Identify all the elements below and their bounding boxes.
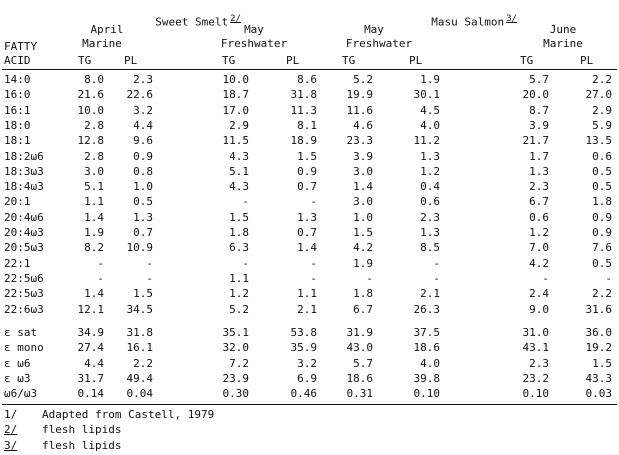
table-cell: 5.2: [229, 303, 249, 316]
table-cell: 1.2: [529, 226, 549, 239]
table-cell: 31.8: [290, 88, 317, 101]
group-3-line-2: Freshwater: [345, 37, 413, 50]
table-cell: 5.7: [353, 357, 373, 370]
table-cell: 26.3: [413, 303, 440, 316]
group-4-line-1: June: [549, 23, 577, 36]
table-cell: 1.8: [592, 195, 612, 208]
table-cell: 0.5: [592, 180, 612, 193]
table-cell: 0.6: [592, 150, 612, 163]
col-header-pl-2: PL: [286, 54, 300, 67]
table-cell: 43.0: [346, 341, 373, 354]
table-cell: 1.9: [353, 257, 373, 270]
table-cell: 34.5: [126, 303, 153, 316]
table-cell: 3.9: [529, 119, 549, 132]
group-1-line-1: April: [90, 23, 124, 36]
table-cell: -: [542, 272, 549, 285]
table-cell: 1.4: [84, 211, 104, 224]
table-cell: 4.4: [84, 357, 104, 370]
table-cell: 0.04: [126, 387, 153, 400]
table-cell: 19.9: [346, 88, 373, 101]
table-cell: 7.0: [529, 241, 549, 254]
table-cell: 1.5: [592, 357, 612, 370]
table-cell: 35.1: [222, 326, 249, 339]
table-cell: 20.0: [522, 88, 549, 101]
table-cell: 2.3: [529, 180, 549, 193]
table-cell: 12.8: [77, 134, 104, 147]
row-label: 18:2ω6: [4, 150, 44, 163]
table-cell: 0.9: [297, 165, 317, 178]
table-cell: 21.6: [77, 88, 104, 101]
row-label: ε mono: [4, 341, 44, 354]
table-cell: 0.9: [592, 211, 612, 224]
table-cell: 8.5: [420, 241, 440, 254]
table-cell: 5.1: [84, 180, 104, 193]
col-header-pl-1: PL: [124, 54, 138, 67]
table-cell: 18.6: [413, 341, 440, 354]
table-cell: 5.1: [229, 165, 249, 178]
table-cell: 18.6: [346, 372, 373, 385]
row-label: 14:0: [4, 73, 31, 86]
table-cell: 0.14: [77, 387, 104, 400]
table-cell: 32.0: [222, 341, 249, 354]
table-cell: 31.9: [346, 326, 373, 339]
table-cell: 0.7: [133, 226, 153, 239]
group-2-line-2: Freshwater: [220, 37, 288, 50]
table-cell: 6.3: [229, 241, 249, 254]
row-label: 22:6ω3: [4, 303, 44, 316]
table-cell: 31.6: [585, 303, 612, 316]
col-header-pl-3: PL: [409, 54, 423, 67]
table-cell: 3.9: [353, 150, 373, 163]
table-cell: 3.0: [353, 165, 373, 178]
table-cell: 10.9: [126, 241, 153, 254]
table-cell: 9.6: [133, 134, 153, 147]
table-cell: 19.2: [585, 341, 612, 354]
table-cell: 53.8: [290, 326, 317, 339]
table-cell: 1.2: [420, 165, 440, 178]
col-header-tg-4: TG: [520, 54, 534, 67]
col-header-tg-3: TG: [342, 54, 356, 67]
table-cell: 23.2: [522, 372, 549, 385]
row-label: ε ω6: [4, 357, 31, 370]
table-cell: 1.3: [133, 211, 153, 224]
row-label: 18:1: [4, 134, 31, 147]
masu-salmon-footnote-ref: 3/: [506, 14, 517, 24]
table-cell: 3.0: [84, 165, 104, 178]
footnote-1-mark: 1/: [4, 408, 18, 421]
table-cell: 49.4: [126, 372, 153, 385]
table-cell: 43.1: [522, 341, 549, 354]
table-cell: 39.8: [413, 372, 440, 385]
table-cell: -: [242, 195, 249, 208]
table-cell: 0.30: [222, 387, 249, 400]
table-cell: 0.8: [133, 165, 153, 178]
table-cell: 2.3: [529, 357, 549, 370]
table-cell: 36.0: [585, 326, 612, 339]
table-cell: 2.9: [592, 104, 612, 117]
table-cell: 4.4: [133, 119, 153, 132]
table-cell: 1.4: [297, 241, 317, 254]
table-cell: 2.9: [229, 119, 249, 132]
table-cell: 1.4: [84, 287, 104, 300]
table-cell: 0.7: [297, 180, 317, 193]
table-cell: 1.4: [353, 180, 373, 193]
table-cell: 1.2: [229, 287, 249, 300]
table-cell: 0.6: [529, 211, 549, 224]
table-cell: 3.0: [353, 195, 373, 208]
table-cell: 5.7: [529, 73, 549, 86]
table-cell: 43.3: [585, 372, 612, 385]
table-cell: 4.0: [420, 119, 440, 132]
table-cell: 1.9: [420, 73, 440, 86]
table-cell: 1.5: [133, 287, 153, 300]
table-cell: 10.0: [77, 104, 104, 117]
row-label: 20:1: [4, 195, 31, 208]
group-2-line-1: May: [244, 23, 264, 36]
table-cell: 5.9: [592, 119, 612, 132]
row-label: ε ω3: [4, 372, 31, 385]
table-cell: 30.1: [413, 88, 440, 101]
row-label: 22:5ω6: [4, 272, 44, 285]
table-cell: 0.10: [522, 387, 549, 400]
table-cell: 8.7: [529, 104, 549, 117]
table-cell: 0.10: [413, 387, 440, 400]
table-cell: -: [310, 257, 317, 270]
table-cell: 4.5: [420, 104, 440, 117]
footnote-3-text: flesh lipids: [42, 439, 122, 452]
table-cell: 6.9: [297, 372, 317, 385]
row-label: 18:3ω3: [4, 165, 44, 178]
table-cell: -: [605, 272, 612, 285]
table-cell: 2.4: [529, 287, 549, 300]
col-header-tg-2: TG: [222, 54, 236, 67]
table-cell: 3.2: [297, 357, 317, 370]
sweet-smelt-label: Sweet Smelt: [155, 15, 229, 29]
table-cell: 16.1: [126, 341, 153, 354]
table-cell: 2.8: [84, 150, 104, 163]
table-cell: 6.7: [353, 303, 373, 316]
table-cell: 1.1: [297, 287, 317, 300]
table-cell: -: [97, 257, 104, 270]
table-cell: 17.0: [222, 104, 249, 117]
row-label: 18:4ω3: [4, 180, 44, 193]
table-cell: 8.1: [297, 119, 317, 132]
table-cell: -: [433, 257, 440, 270]
table-cell: 2.3: [133, 73, 153, 86]
table-cell: 1.9: [84, 226, 104, 239]
table-cell: 2.3: [420, 211, 440, 224]
row-label: ω6/ω3: [4, 387, 38, 400]
row-label: 22:1: [4, 257, 31, 270]
table-cell: 23.9: [222, 372, 249, 385]
table-cell: 23.3: [346, 134, 373, 147]
table-cell: 2.8: [84, 119, 104, 132]
row-label: 20:5ω3: [4, 241, 44, 254]
table-cell: 0.6: [420, 195, 440, 208]
table-cell: -: [146, 257, 153, 270]
table-cell: 1.1: [84, 195, 104, 208]
table-cell: 1.5: [353, 226, 373, 239]
table-cell: 5.2: [353, 73, 373, 86]
table-cell: 8.6: [297, 73, 317, 86]
table-cell: 34.9: [77, 326, 104, 339]
table-cell: 2.2: [592, 287, 612, 300]
table-cell: 2.1: [297, 303, 317, 316]
table-cell: 0.03: [585, 387, 612, 400]
table-cell: 1.3: [420, 150, 440, 163]
table-cell: 31.8: [126, 326, 153, 339]
table-cell: 21.7: [522, 134, 549, 147]
table-cell: 7.2: [229, 357, 249, 370]
table-cell: 4.3: [229, 180, 249, 193]
table-cell: 4.2: [353, 241, 373, 254]
table-cell: 3.2: [133, 104, 153, 117]
table-cell: -: [366, 272, 373, 285]
table-cell: 37.5: [413, 326, 440, 339]
table-cell: 2.2: [133, 357, 153, 370]
row-label: 16:1: [4, 104, 31, 117]
table-cell: 1.3: [420, 226, 440, 239]
footnote-3-mark: 3/: [4, 439, 18, 452]
table-cell: 4.6: [353, 119, 373, 132]
header-rule: [2, 69, 617, 70]
table-cell: 8.2: [84, 241, 104, 254]
table-cell: 1.8: [353, 287, 373, 300]
table-cell: -: [97, 272, 104, 285]
table-cell: 1.7: [529, 150, 549, 163]
table-cell: 1.0: [353, 211, 373, 224]
table-cell: 0.5: [592, 257, 612, 270]
table-cell: 4.0: [420, 357, 440, 370]
table-cell: 1.5: [297, 150, 317, 163]
masu-salmon-label: Masu Salmon: [431, 15, 505, 29]
masu-salmon-title: [418, 4, 517, 28]
group-4-line-2: Marine: [543, 37, 583, 50]
table-cell: 27.0: [585, 88, 612, 101]
table-cell: -: [310, 195, 317, 208]
fatty-label: FATTY: [4, 40, 38, 53]
table-cell: 35.9: [290, 341, 317, 354]
table-cell: 11.2: [413, 134, 440, 147]
table-cell: 1.1: [229, 272, 249, 285]
table-cell: 2.1: [420, 287, 440, 300]
table-cell: 0.7: [297, 226, 317, 239]
table-cell: 1.3: [297, 211, 317, 224]
row-label: 22:5ω3: [4, 287, 44, 300]
table-cell: 18.9: [290, 134, 317, 147]
table-cell: 11.6: [346, 104, 373, 117]
table-cell: 0.46: [290, 387, 317, 400]
table-cell: 13.5: [585, 134, 612, 147]
table-cell: -: [242, 257, 249, 270]
table-cell: 11.3: [290, 104, 317, 117]
row-label: 20:4ω3: [4, 226, 44, 239]
table-cell: 0.5: [592, 165, 612, 178]
col-header-pl-4: PL: [580, 54, 594, 67]
table-cell: 0.4: [420, 180, 440, 193]
table-cell: 31.7: [77, 372, 104, 385]
table-cell: 0.9: [133, 150, 153, 163]
table-cell: 12.1: [77, 303, 104, 316]
table-cell: 8.0: [84, 73, 104, 86]
table-cell: 1.0: [133, 180, 153, 193]
footnote-2-text: flesh lipids: [42, 423, 122, 436]
table-cell: 27.4: [77, 341, 104, 354]
table-cell: 6.7: [529, 195, 549, 208]
table-cell: 0.5: [133, 195, 153, 208]
group-1-line-2: Marine: [82, 37, 122, 50]
table-cell: 2.2: [592, 73, 612, 86]
row-label: 18:0: [4, 119, 31, 132]
sweet-smelt-footnote-ref: 2/: [230, 14, 241, 24]
table-cell: -: [310, 272, 317, 285]
table-cell: 22.6: [126, 88, 153, 101]
row-label: 20:4ω6: [4, 211, 44, 224]
group-3-line-1: May: [364, 23, 384, 36]
table-cell: 1.3: [529, 165, 549, 178]
acid-label: ACID: [4, 54, 31, 67]
table-cell: 11.5: [222, 134, 249, 147]
table-cell: 10.0: [222, 73, 249, 86]
table-cell: 31.0: [522, 326, 549, 339]
table-cell: 4.3: [229, 150, 249, 163]
table-cell: 7.6: [592, 241, 612, 254]
footnote-rule: [2, 404, 617, 405]
table-cell: 9.0: [529, 303, 549, 316]
table-cell: 1.5: [229, 211, 249, 224]
table-cell: -: [146, 272, 153, 285]
row-label: ε sat: [4, 326, 38, 339]
col-header-tg-1: TG: [78, 54, 92, 67]
table-cell: 1.8: [229, 226, 249, 239]
table-cell: 4.2: [529, 257, 549, 270]
footnote-1-text: Adapted from Castell, 1979: [42, 408, 215, 421]
table-cell: 18.7: [222, 88, 249, 101]
row-label: 16:0: [4, 88, 31, 101]
table-cell: 0.31: [346, 387, 373, 400]
table-cell: -: [433, 272, 440, 285]
footnote-2-mark: 2/: [4, 423, 18, 436]
table-cell: 0.9: [592, 226, 612, 239]
